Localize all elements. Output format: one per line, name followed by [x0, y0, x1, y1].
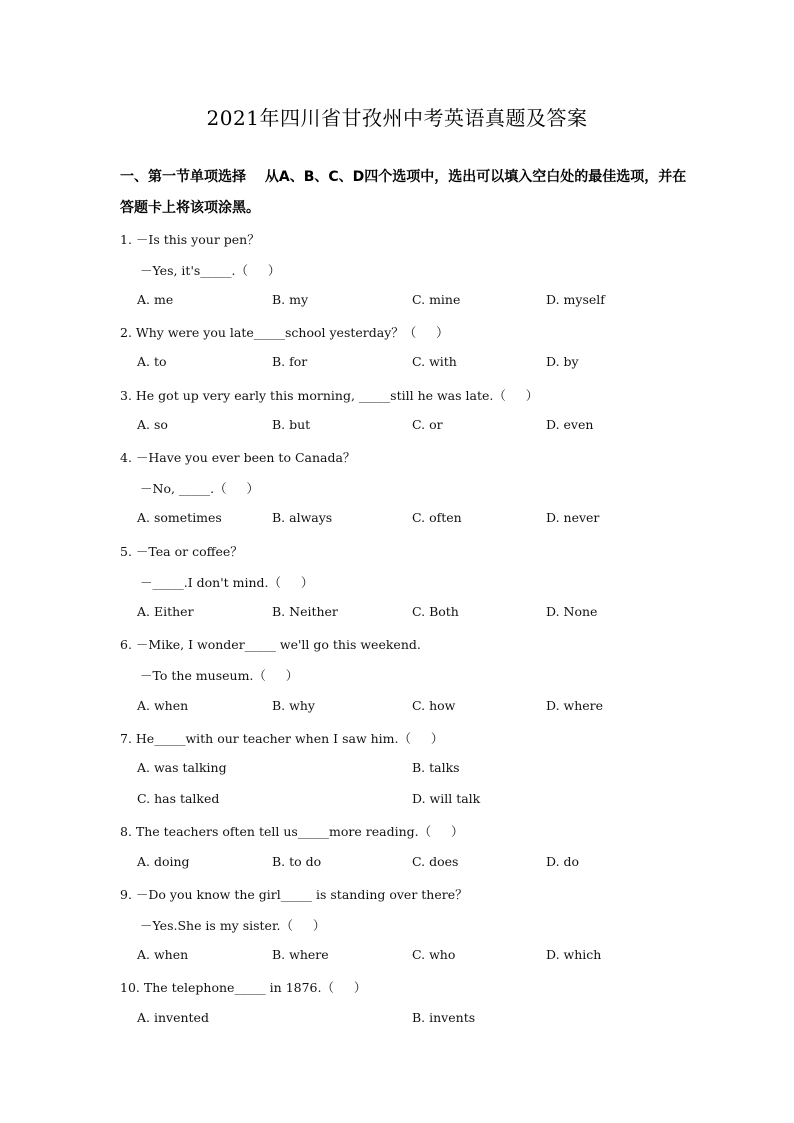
question-9-option-b: B. where — [272, 947, 329, 962]
page-title: 2021年四川省甘孜州中考英语真题及答案 — [206, 106, 588, 130]
question-9-option-a: A. when — [137, 947, 189, 962]
question-1-response: －Yes, it's_____.（ ） — [140, 263, 281, 278]
question-7-option-b: B. talks — [412, 760, 460, 775]
question-6-option-a: A. when — [137, 698, 189, 713]
question-10-option-b: B. invents — [412, 1010, 476, 1025]
question-5-option-b: B. Neither — [272, 604, 338, 619]
question-6-option-b: B. why — [272, 698, 315, 713]
question-5-option-d: D. None — [546, 604, 598, 619]
question-4-option-c: C. often — [412, 510, 462, 525]
question-8-stem: 8. The teachers often tell us_____more reading.（ ） — [120, 824, 464, 839]
question-1-option-c: C. mine — [412, 292, 461, 307]
question-6-option-c: C. how — [412, 698, 456, 713]
question-8-option-a: A. doing — [137, 854, 190, 869]
question-3-option-c: C. or — [412, 417, 443, 432]
question-2-option-a: A. to — [137, 354, 167, 369]
question-2-stem: 2. Why were you late_____school yesterday？（ ） — [120, 325, 449, 340]
question-6-stem: 6. －Mike, I wonder_____ we'll go this weekend. — [120, 637, 421, 652]
question-7-option-d: D. will talk — [412, 791, 481, 806]
question-4-option-a: A. sometimes — [137, 510, 222, 525]
question-4-option-d: D. never — [546, 510, 600, 525]
question-1-option-a: A. me — [137, 292, 174, 307]
question-4-option-b: B. always — [272, 510, 333, 525]
question-5-option-a: A. Either — [137, 604, 194, 619]
question-5-stem: 5. －Tea or coffee？ — [120, 544, 243, 559]
question-3-option-a: A. so — [137, 417, 168, 432]
question-6-response: －To the museum.（ ） — [140, 668, 299, 683]
question-8-option-d: D. do — [546, 854, 580, 869]
section-instruction-line-2: 答题卡上将该项涂黑。 — [120, 200, 260, 216]
question-1-stem: 1. －Is this your pen？ — [120, 232, 260, 247]
question-2-option-d: D. by — [546, 354, 579, 369]
question-7-option-c: C. has talked — [137, 791, 220, 806]
question-8-option-c: C. does — [412, 854, 459, 869]
question-3-stem: 3. He got up very early this morning, _____still he was late.（ ） — [120, 388, 539, 403]
question-4-stem: 4. －Have you ever been to Canada？ — [120, 450, 356, 465]
question-7-option-a: A. was talking — [137, 760, 227, 775]
question-10-stem: 10. The telephone_____ in 1876.（ ） — [120, 980, 367, 995]
section-instruction-line-1: 一、第一节单项选择 从A、B、C、D四个选项中，选出可以填入空白处的最佳选项，并在 — [120, 169, 687, 185]
question-9-option-c: C. who — [412, 947, 456, 962]
question-6-option-d: D. where — [546, 698, 604, 713]
question-8-option-b: B. to do — [272, 854, 322, 869]
question-2-option-c: C. with — [412, 354, 457, 369]
question-4-response: －No, _____.（ ） — [140, 481, 260, 496]
question-7-stem: 7. He_____with our teacher when I saw him.（ ） — [120, 731, 444, 746]
question-1-option-d: D. myself — [546, 292, 605, 307]
question-1-option-b: B. my — [272, 292, 309, 307]
question-9-stem: 9. －Do you know the girl_____ is standing over there？ — [120, 887, 468, 902]
question-9-response: －Yes.She is my sister.（ ） — [140, 918, 326, 933]
question-2-option-b: B. for — [272, 354, 308, 369]
question-3-option-b: B. but — [272, 417, 311, 432]
question-5-option-c: C. Both — [412, 604, 459, 619]
question-3-option-d: D. even — [546, 417, 594, 432]
question-10-option-a: A. invented — [137, 1010, 209, 1025]
question-9-option-d: D. which — [546, 947, 602, 962]
question-5-response: －_____.I don't mind.（ ） — [140, 575, 314, 590]
